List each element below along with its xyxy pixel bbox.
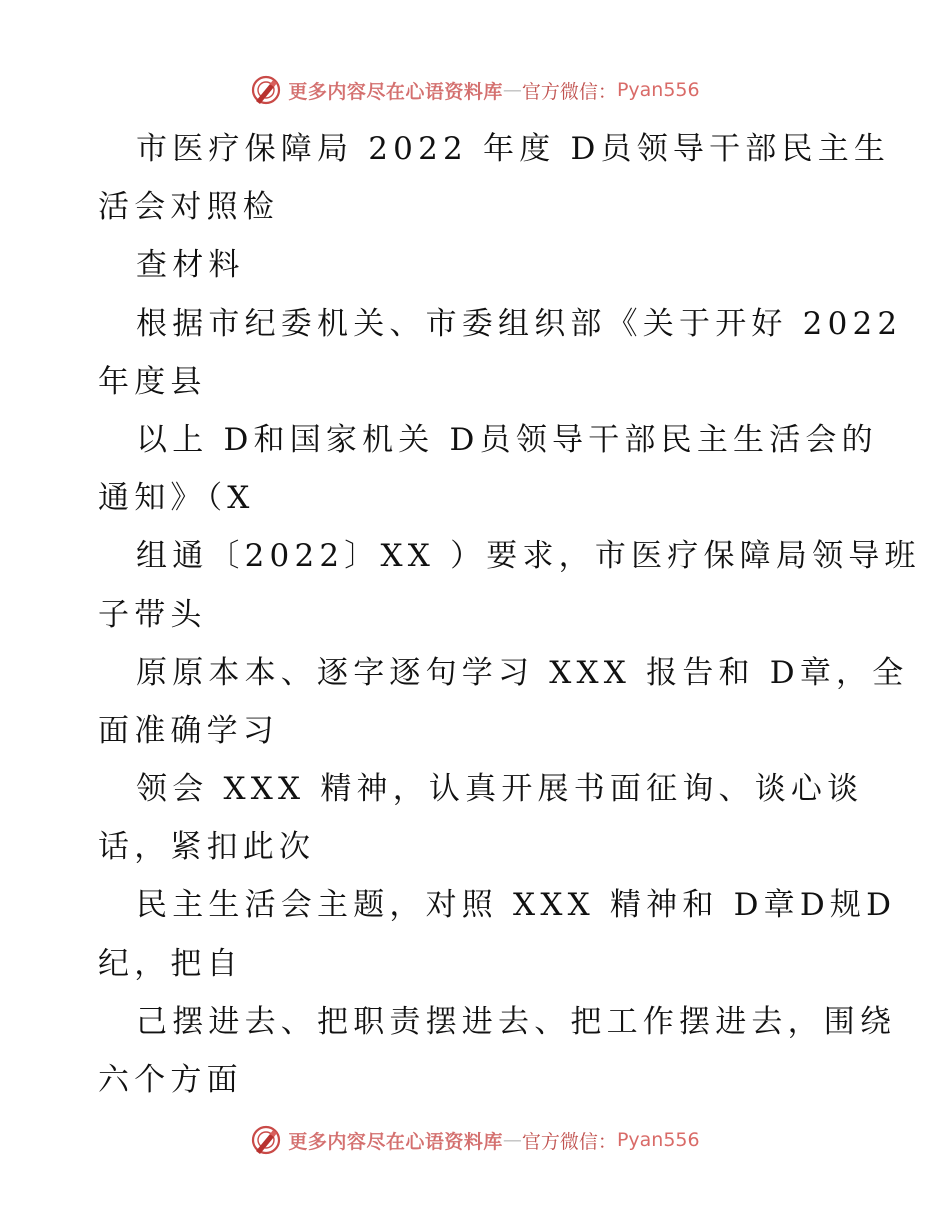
document-line: 话，紧扣此次 (98, 829, 316, 866)
document-line: 以上 D和国家机关 D员领导干部民主生活会的 (136, 421, 878, 458)
watermark-footer (0, 1120, 950, 1160)
document-line: 六个方面 (98, 1062, 243, 1098)
document-body (98, 120, 921, 1109)
document-line: 查材料 (136, 247, 245, 284)
watermark-wechat-label: 官方微信： (521, 1130, 617, 1153)
document-line: 子带头 (98, 596, 207, 633)
document-line: 市医疗保障局 2022 年度 D员领导干部民主生 (136, 131, 891, 167)
document-line: 根据市纪委机关、市委组织部《关于开好 2022 (136, 305, 903, 342)
document-line: 原原本本、逐字逐句学习 XXX 报告和 D章，全 (136, 654, 909, 691)
watermark-header (0, 70, 950, 110)
document-line: 民主生活会主题，对照 XXX 精神和 D章D规D (136, 887, 897, 924)
watermark-separator: — (502, 79, 522, 101)
watermark-text: 更多内容尽在心语资料库 (288, 1130, 503, 1153)
watermark-wechat-label: 官方微信： (521, 80, 617, 103)
watermark-separator: — (502, 1129, 522, 1151)
pen-logo-icon (250, 74, 282, 106)
document-line: 活会对照检 (98, 189, 279, 226)
document-line: 组通〔2022〕XX ）要求，市医疗保障局领导班 (136, 538, 921, 575)
watermark-text: 更多内容尽在心语资料库 (288, 80, 503, 103)
document-line: 通知》（X (98, 480, 255, 517)
document-line: 面准确学习 (98, 712, 279, 749)
watermark-wechat-id: Pyan556 (616, 1129, 700, 1151)
document-line: 年度县 (98, 363, 207, 400)
watermark-wechat-id: Pyan556 (616, 79, 700, 101)
document-line: 领会 XXX 精神，认真开展书面征询、谈心谈 (136, 771, 864, 808)
pen-logo-icon (250, 1124, 282, 1156)
document-line: 己摆进去、把职责摆进去、把工作摆进去，围绕 (136, 1003, 897, 1040)
document-line: 纪，把自 (98, 945, 243, 982)
